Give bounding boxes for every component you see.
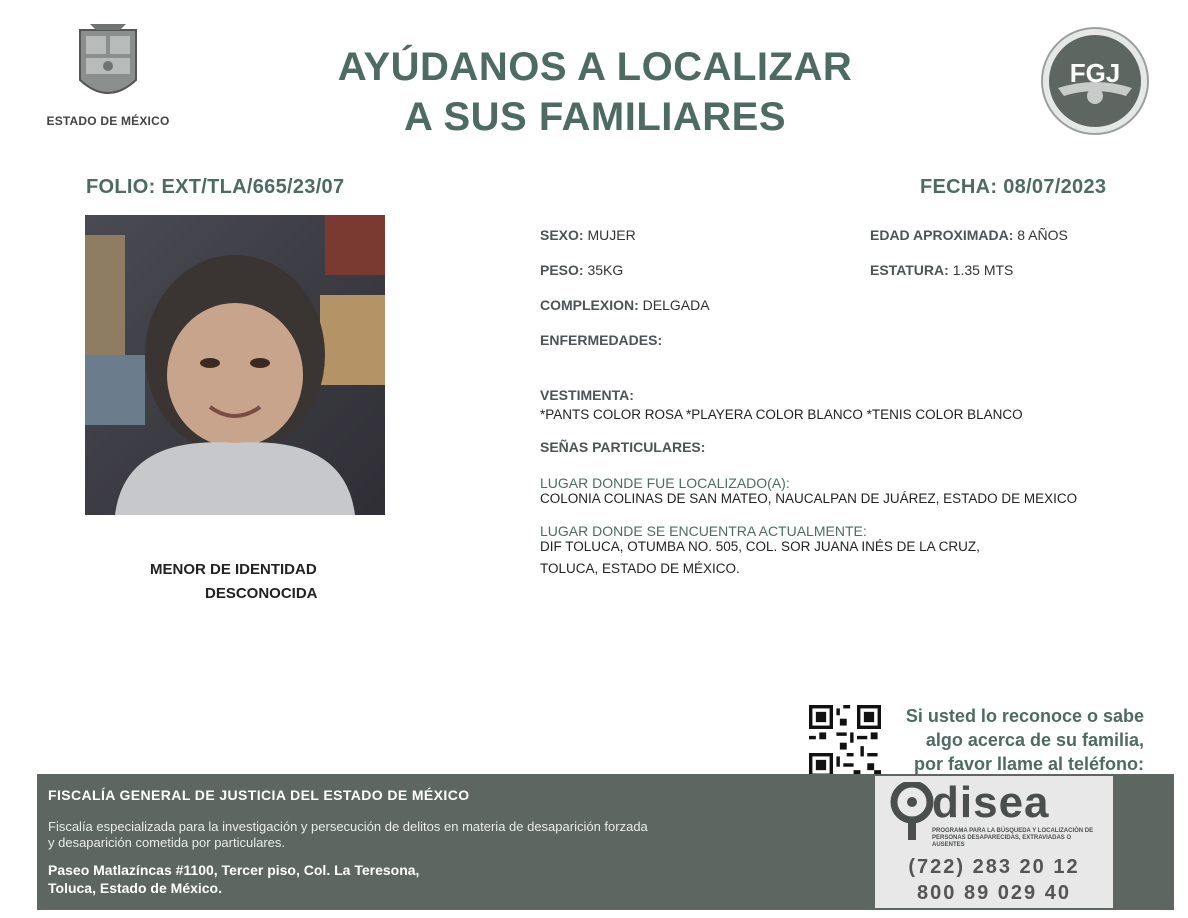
odisea-pin-icon: [890, 782, 934, 842]
peso-value: 35KG: [587, 262, 624, 278]
estado-de-mexico-logo: [46, 20, 170, 128]
person-photo-icon: [85, 215, 385, 515]
caption-line-1: MENOR DE IDENTIDAD: [150, 561, 317, 578]
reconoce-line-3: por favor llame al teléfono:: [913, 754, 1144, 774]
vestimenta-value: *PANTS COLOR ROSA *PLAYERA COLOR BLANCO *TENIS COLOR BLANCO: [540, 407, 1023, 422]
phone-number-1[interactable]: (722) 283 20 12: [908, 856, 1080, 878]
senas-field: [540, 439, 705, 455]
fgj-logo-text: FGJ: [1069, 58, 1121, 88]
odisea-logo: [890, 780, 1100, 852]
folio-label: FOLIO:: [86, 176, 156, 198]
estatura-field: [870, 262, 1013, 278]
folio-value: EXT/TLA/665/23/07: [161, 176, 345, 198]
qr-code-icon[interactable]: [809, 705, 881, 777]
estatura-value: 1.35 MTS: [952, 262, 1014, 278]
enfermedades-field: [540, 332, 662, 348]
peso-field: [540, 262, 623, 278]
lugar-actual-line-2: TOLUCA, ESTADO DE MÉXICO.: [540, 561, 740, 576]
estatura-label: ESTATURA:: [870, 262, 949, 278]
phone-number-2[interactable]: 800 89 029 40: [917, 882, 1071, 904]
fecha-value: 08/07/2023: [1003, 176, 1107, 198]
footer-institution: FISCALÍA GENERAL DE JUSTICIA DEL ESTADO DE MÉXICO: [48, 787, 470, 803]
estado-de-mexico-label: ESTADO DE MÉXICO: [46, 114, 170, 128]
address-line-2: Toluca, Estado de México.: [48, 880, 223, 896]
folio: [86, 176, 344, 199]
page-title: [240, 42, 950, 142]
reconoce-line-2: algo acerca de su familia,: [925, 730, 1144, 750]
lugar-actual-line-1: DIF TOLUCA, OTUMBA NO. 505, COL. SOR JUANA INÉS DE LA CRUZ,: [540, 539, 980, 554]
title-line-2: A SUS FAMILIARES: [403, 95, 787, 139]
address-line-1: Paseo Matlazíncas #1100, Tercer piso, Col. La Teresona,: [48, 862, 420, 878]
reconoce-line-1: Si usted lo reconoce o sabe: [905, 706, 1144, 726]
edad-field: [870, 227, 1068, 243]
vestimenta-label: VESTIMENTA:: [540, 387, 634, 403]
caption-line-2: DESCONOCIDA: [205, 585, 318, 602]
complexion-value: DELGADA: [642, 297, 710, 313]
peso-label: PESO:: [540, 262, 584, 278]
sexo-label: SEXO:: [540, 227, 584, 243]
sexo-value: MUJER: [587, 227, 636, 243]
sexo-field: [540, 227, 636, 243]
edad-label: EDAD APROXIMADA:: [870, 227, 1014, 243]
photo-caption: [150, 558, 350, 606]
footer-address: [48, 861, 608, 897]
odisea-tagline: PROGRAMA PARA LA BÚSQUEDA Y LOCALIZACIÓN DE PERSONAS DESAPARECIDAS, EXTRAVIADAS O AUSENTES: [932, 828, 1094, 848]
vestimenta-field: [540, 387, 634, 403]
complexion-field: [540, 297, 710, 313]
enfermedades-label: ENFERMEDADES:: [540, 332, 663, 348]
fgj-logo: [1040, 26, 1150, 136]
lugar-localizado-value: COLONIA COLINAS DE SAN MATEO, NAUCALPAN DE JUÁREZ, ESTADO DE MEXICO: [540, 491, 1078, 506]
fecha-label: FECHA:: [920, 176, 998, 198]
odisea-name: disea: [932, 778, 1050, 827]
edad-value: 8 AÑOS: [1017, 227, 1068, 243]
fecha: [920, 176, 1106, 199]
lugar-localizado-label: LUGAR DONDE FUE LOCALIZADO(A):: [540, 475, 790, 491]
lugar-actual-label: LUGAR DONDE SE ENCUENTRA ACTUALMENTE:: [540, 523, 867, 539]
complexion-label: COMPLEXION:: [540, 297, 639, 313]
footer-description: Fiscalía especializada para la investigación y persecución de delitos en materia de desaparición forzada y desaparición cometida por particulares.: [48, 819, 648, 850]
missing-person-photo: [85, 215, 385, 515]
senas-label: SEÑAS PARTICULARES:: [540, 439, 706, 455]
coat-of-arms-icon: [70, 20, 146, 108]
title-line-1: AYÚDANOS A LOCALIZAR: [337, 45, 853, 89]
reconoce-message: [884, 704, 1144, 776]
